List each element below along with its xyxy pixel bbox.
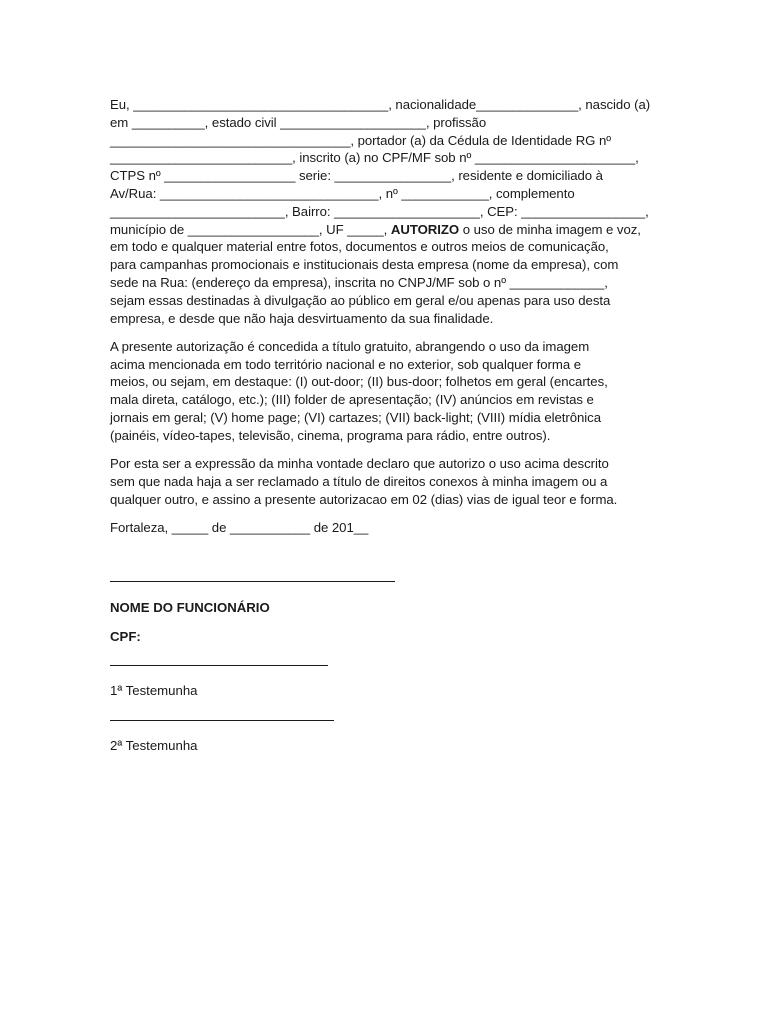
text-line: Av/Rua: ______________________________, nº ____________, complemento: [110, 185, 575, 201]
text-line: Por esta ser a expressão da minha vontade declaro que autorizo o uso acima descrito: [110, 456, 609, 472]
text-line: _________________________________, portador (a) da Cédula de Identidade RG nº: [110, 132, 612, 148]
witness2-label: 2ª Testemunha: [110, 738, 198, 754]
text-line: sejam essas destinadas à divulgação ao público em geral e/ou apenas para uso desta: [110, 292, 611, 308]
text-line: (painéis, vídeo-tapes, televisão, cinema, programa para rádio, entre outros).: [110, 427, 551, 443]
text-line: acima mencionada em todo território nacional e no exterior, sob qualquer forma e: [110, 356, 582, 372]
text-line: meios, ou sejam, em destaque: (I) out-door; (II) bus-door; folhetos em geral (encartes,: [110, 374, 608, 390]
text-line: A presente autorização é concedida a título gratuito, abrangendo o uso da imagem: [110, 338, 590, 354]
paragraph-scope: [110, 338, 662, 445]
autorizo-tail: o uso de minha imagem e voz,: [459, 221, 641, 237]
text-line-autorizo: [110, 221, 662, 239]
text-line: jornais em geral; (V) home page; (VI) cartazes; (VII) back-light; (VIII) mídia eletrônica: [110, 410, 601, 426]
cpf-label: CPF:: [110, 628, 141, 644]
text-line: para campanhas promocionais e institucionais desta empresa (nome da empresa), com: [110, 257, 619, 273]
text-line: CTPS nº __________________ serie: ________________, residente e domiciliado à: [110, 168, 603, 184]
date-line: Fortaleza, _____ de ___________ de 201__: [110, 520, 369, 536]
text-line: em todo e qualquer material entre fotos, documentos e outros meios de comunicação,: [110, 239, 609, 255]
text-line: em __________, estado civil ____________________, profissão: [110, 114, 487, 130]
employee-name-label: NOME DO FUNCIONÁRIO: [110, 599, 270, 615]
autorizo-keyword: AUTORIZO: [390, 221, 460, 237]
text-line: ________________________, Bairro: ____________________, CEP: _________________,: [110, 203, 649, 219]
text-line: _________________________, inscrito (a) no CPF/MF sob nº ______________________,: [110, 150, 639, 166]
text-line: sem que nada haja a ser reclamado a título de direitos conexos à minha imagem ou a: [110, 473, 608, 489]
paragraph-identification: [110, 96, 662, 327]
paragraph-declaration: [110, 455, 662, 508]
text-line: mala direta, catálogo, etc.); (III) folder de apresentação; (IV) anúncios em revistas e: [110, 392, 594, 408]
text-line: empresa, e desde que não haja desvirtuamento da sua finalidade.: [110, 310, 494, 326]
witness1-label: 1ª Testemunha: [110, 683, 198, 699]
text-line: qualquer outro, e assino a presente autorizacao em 02 (dias) vias de igual teor e forma.: [110, 491, 618, 507]
authorization-document: [110, 96, 662, 755]
municipio-text: município de __________________, UF _____,: [110, 221, 391, 237]
text-line: sede na Rua: (endereço da empresa), inscrita no CNPJ/MF sob o nº _____________,: [110, 274, 608, 290]
text-line: Eu, ___________________________________, nacionalidade______________, nascido (a): [110, 97, 651, 112]
